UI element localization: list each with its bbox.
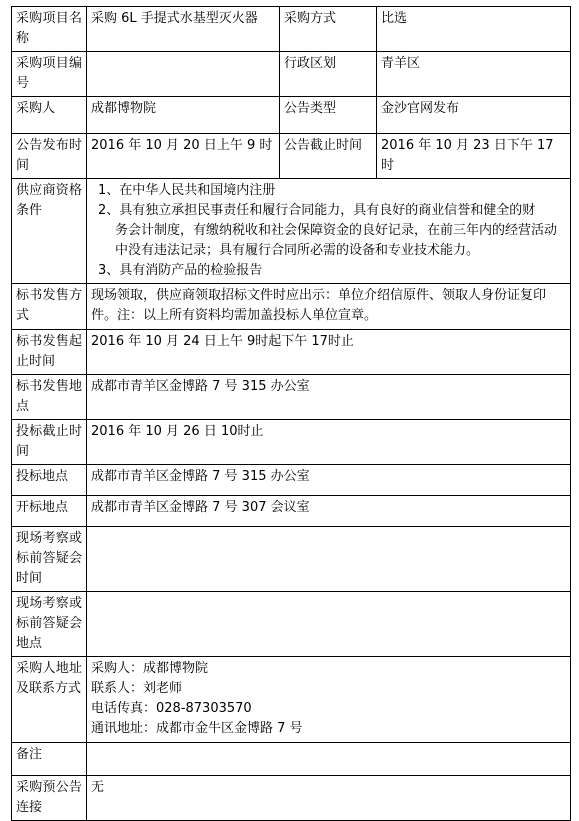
pre-announcement-label: 采购预公告连接 [12, 776, 87, 821]
distribution-method-label: 标书发售方式 [12, 284, 87, 330]
table-row [12, 465, 571, 496]
remarks-label: 备注 [12, 743, 87, 776]
qualification-value [87, 179, 571, 284]
pre-announcement-value: 无 [87, 776, 571, 821]
site-visit-time-value [87, 527, 571, 592]
contact-person: 联系人：刘老师 [91, 681, 183, 696]
procurement-info-table [11, 6, 571, 821]
contact-purchaser: 采购人：成都博物院 [91, 661, 209, 676]
distribution-method-value: 现场领取，供应商领取招标文件时应出示：单位介绍信原件、领取人身份证复印件。注：以上所有资料均需加盖投标人单位宣章。 [87, 284, 571, 330]
project-number-label: 采购项目编号 [12, 52, 87, 97]
qualification-item-2-line-1: 2、具有独立承担民事责任和履行合同能力，具有良好的商业信誉和健全的财 [98, 203, 536, 218]
table-row [12, 592, 571, 657]
site-visit-place-label: 现场考察或标前答疑会地点 [12, 592, 87, 657]
procurement-method-value: 比选 [377, 7, 571, 52]
table-row [12, 330, 571, 375]
project-name-value: 采购 6L 手提式水基型灭火器 [87, 7, 280, 52]
opening-place-label: 开标地点 [12, 496, 87, 527]
distribution-place-value: 成都市青羊区金博路 7 号 315 办公室 [87, 375, 571, 420]
publish-time-label: 公告发布时间 [12, 134, 87, 179]
announcement-type-value: 金沙官网发布 [377, 97, 571, 134]
bid-place-value: 成都市青羊区金博路 7 号 315 办公室 [87, 465, 571, 496]
remarks-value [87, 743, 571, 776]
purchaser-value: 成都博物院 [87, 97, 280, 134]
administrative-division-value: 青羊区 [377, 52, 571, 97]
project-name-label: 采购项目名称 [12, 7, 87, 52]
project-number-value [87, 52, 280, 97]
bid-place-label: 投标地点 [12, 465, 87, 496]
deadline-time-value: 2016 年 10 月 23 日下午 17 时 [377, 134, 571, 179]
qualification-label: 供应商资格条件 [12, 179, 87, 284]
distribution-time-label: 标书发售起止时间 [12, 330, 87, 375]
table-row [12, 7, 571, 52]
opening-place-value: 成都市青羊区金博路 7 号 307 会议室 [87, 496, 571, 527]
qualification-item-1: 1、在中华人民共和国境内注册 [98, 183, 276, 198]
contact-phone-fax: 电话传真：028-87303570 [91, 701, 252, 716]
contact-label: 采购人地址及联系方式 [12, 657, 87, 743]
table-row [12, 97, 571, 134]
table-row [12, 420, 571, 465]
distribution-time-value: 2016 年 10 月 24 日上午 9时起下午 17时止 [87, 330, 571, 375]
contact-address: 通讯地址：成都市金牛区金博路 7 号 [91, 721, 303, 736]
table-row [12, 527, 571, 592]
table-row [12, 179, 571, 284]
site-visit-time-label: 现场考察或标前答疑会时间 [12, 527, 87, 592]
site-visit-place-value [87, 592, 571, 657]
administrative-division-label: 行政区划 [280, 52, 377, 97]
table-row [12, 776, 571, 821]
qualification-item-3: 3、具有消防产品的检验报告 [98, 263, 263, 278]
table-row [12, 134, 571, 179]
table-row [12, 375, 571, 420]
table-row [12, 52, 571, 97]
bid-deadline-label: 投标截止时间 [12, 420, 87, 465]
publish-time-value: 2016 年 10 月 20 日上午 9 时 [87, 134, 280, 179]
bid-deadline-value: 2016 年 10 月 26 日 10时止 [87, 420, 571, 465]
contact-value [87, 657, 571, 743]
procurement-method-label: 采购方式 [280, 7, 377, 52]
announcement-type-label: 公告类型 [280, 97, 377, 134]
deadline-time-label: 公告截止时间 [280, 134, 377, 179]
table-row [12, 743, 571, 776]
table-row [12, 284, 571, 330]
distribution-place-label: 标书发售地点 [12, 375, 87, 420]
purchaser-label: 采购人 [12, 97, 87, 134]
table-row [12, 496, 571, 527]
qualification-item-2-rest: 务会计制度，有缴纳税收和社会保障资金的良好记录，在前三年内的经营活动中没有违法记录；具有履行合同所必需的设备和专业技术能力。 [115, 223, 558, 258]
table-row [12, 657, 571, 743]
